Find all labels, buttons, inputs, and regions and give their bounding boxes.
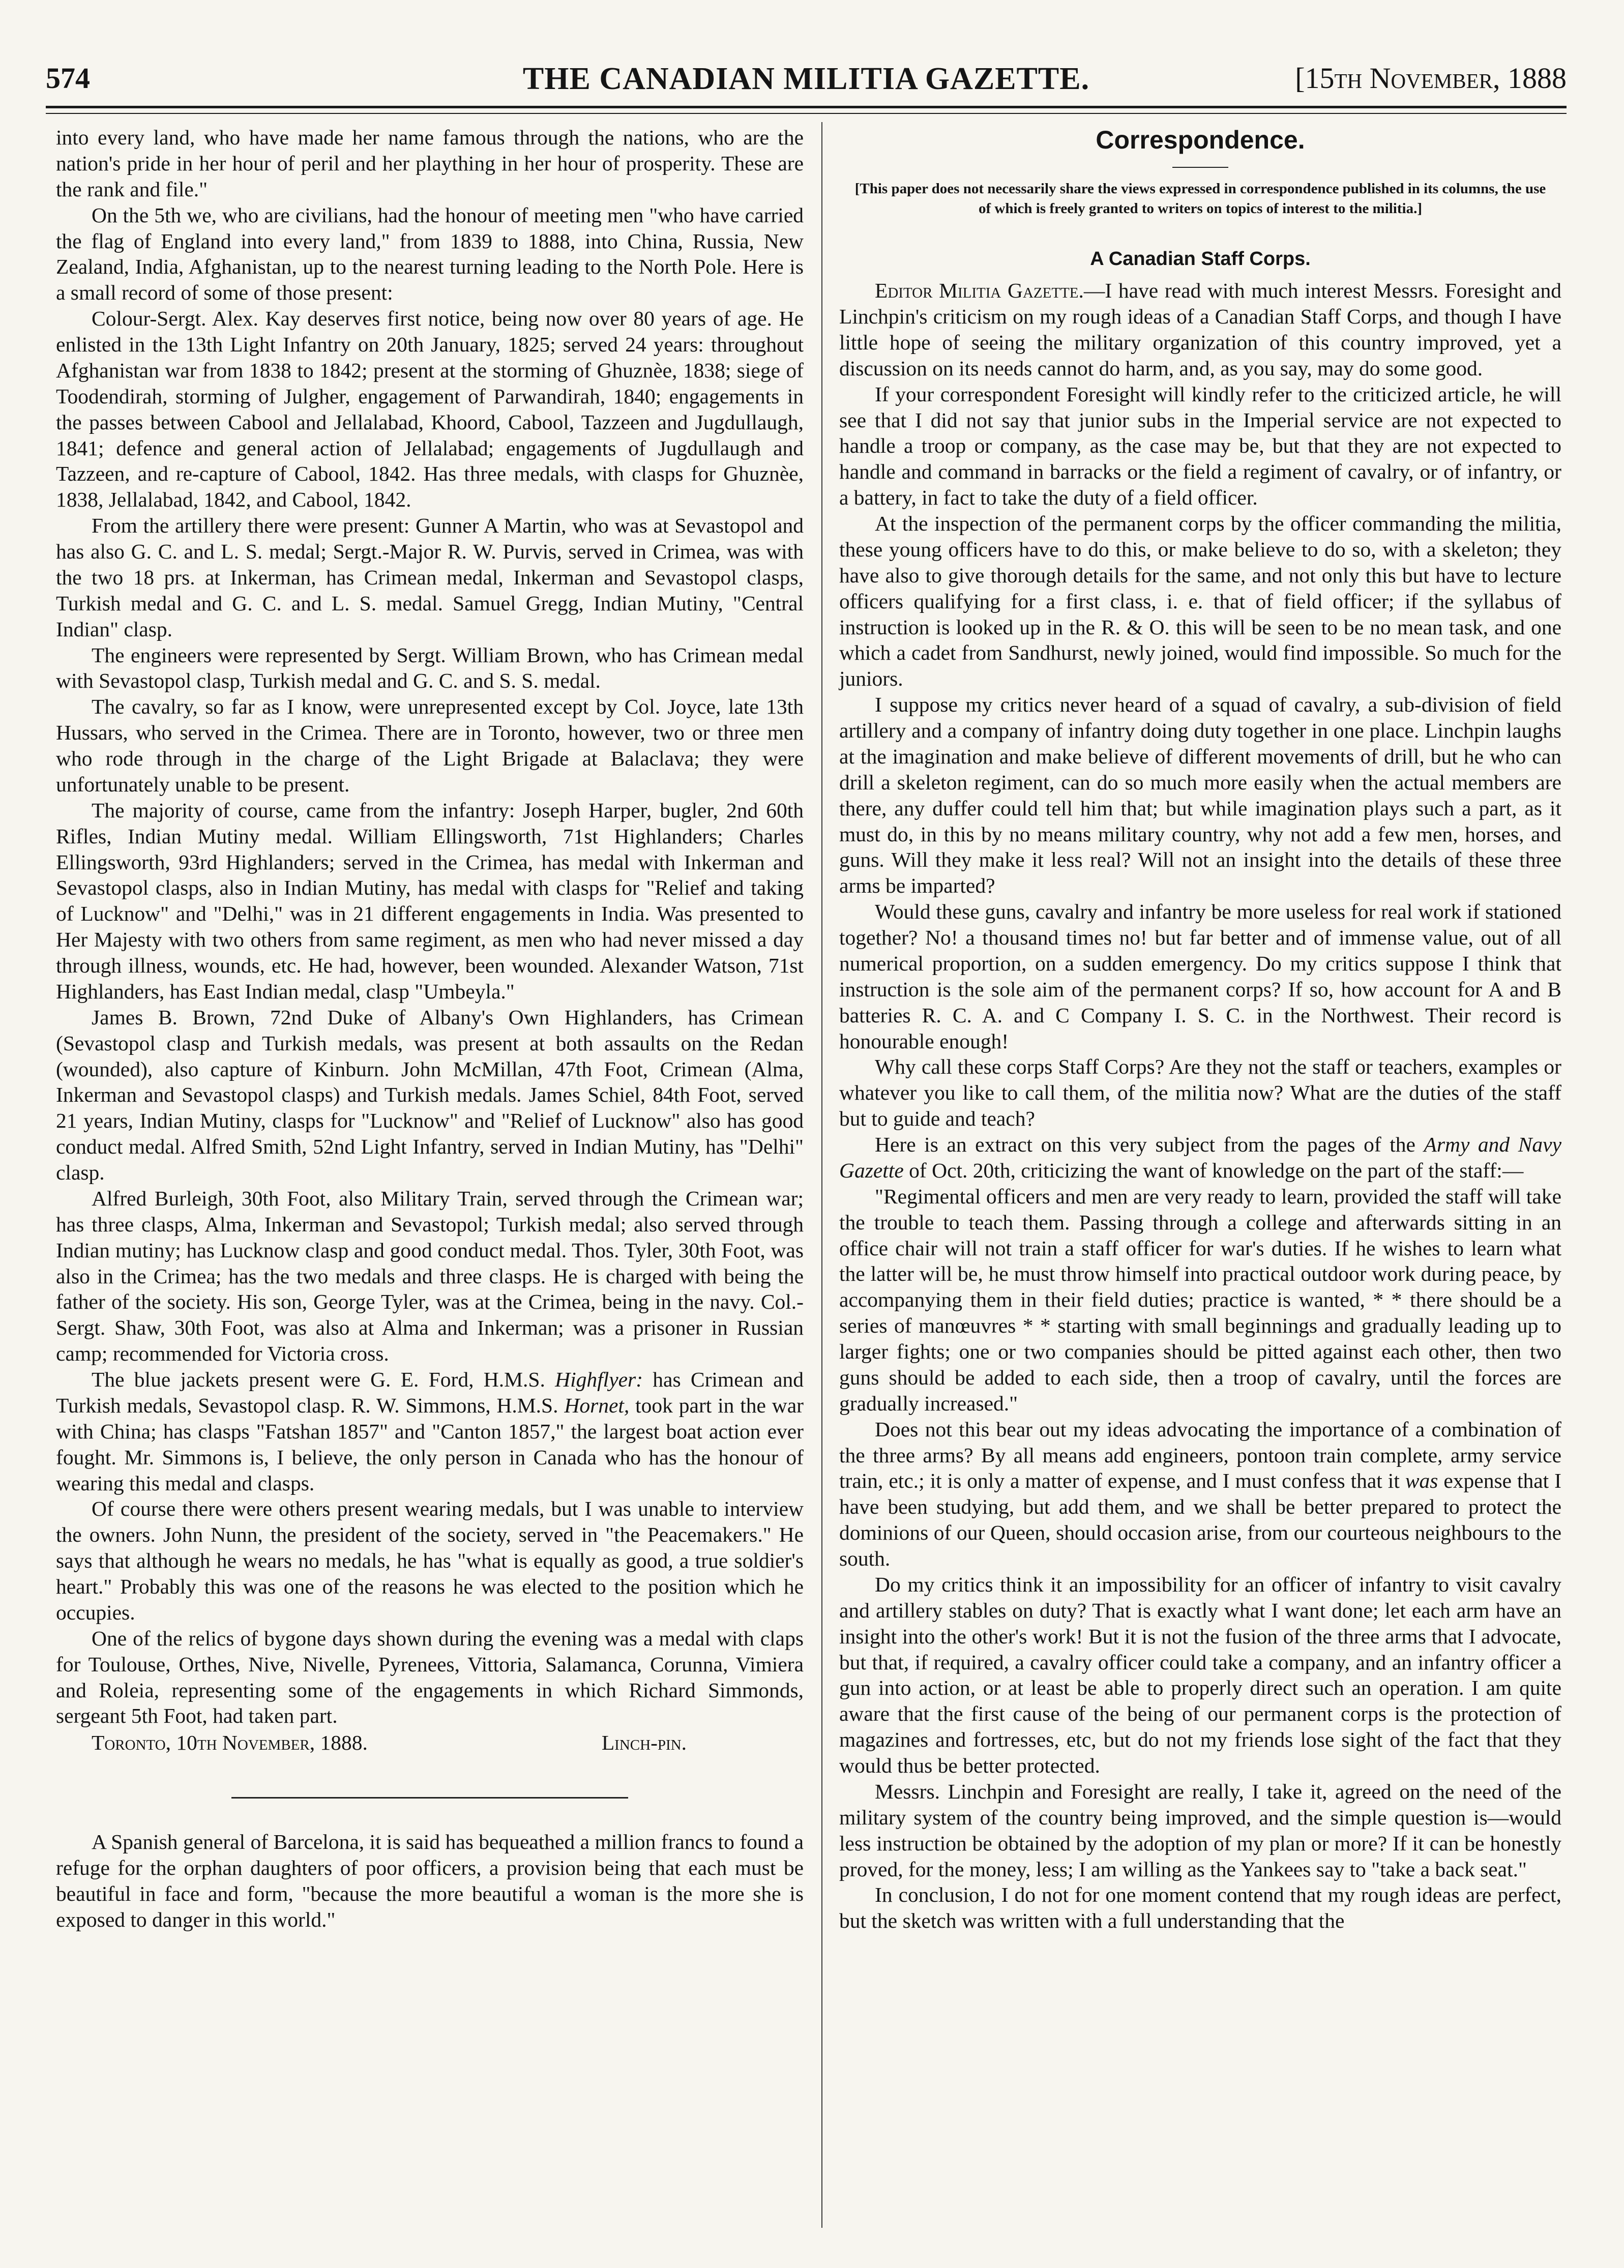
salutation: Editor Militia Gazette. xyxy=(875,279,1084,303)
quotation: "Regimental officers and men are very ready to learn, provided the staff will take the trouble to teach them. Passing through a college and afterwards sitting in an office chair will not train a staff officer for war's duties. If he wishes to learn what the latter will be, he must throw himself into practical outdoor work during peace, by accompanying them in their field duties; practice is wanted, * * there should be a series of manœuvres * * starting with small beginnings and gradually leading up to larger fights; one or two companies should be pitted against each other, then two guns should be added to each side, then a troop of cavalry, until the forces are gradually increased." xyxy=(839,1184,1561,1415)
paragraph: A Spanish general of Barcelona, it is said has bequeathed a million francs to found a refuge for the orphan daughters of poor officers, a provision being that each must be beautiful in face and form, "because the more beautiful a woman is the more she is exposed to danger in this world." xyxy=(56,1830,804,1931)
publication-title: THE CANADIAN MILITIA GAZETTE. xyxy=(522,62,1090,96)
paragraph: Of course there were others present wearing medals, but I was unable to interview the owners. John Nunn, the president of the society, served in "the Peacemakers." He says that although he wears no medals, he has "what is equally as good, a true soldier's heart." Probably this was one of the reasons he was elected to the position which he occupies. xyxy=(56,1497,804,1624)
signoff-signature: Linch-pin. xyxy=(601,1731,687,1755)
right-column xyxy=(839,125,1561,1934)
page-header xyxy=(46,61,1567,102)
paragraph: On the 5th we, who are civilians, had the honour of meeting men "who have carried the flag of England into every land," from 1839 to 1888, into China, Russia, New Zealand, India, Afghanistan, up to the nearest turning leading to the North Pole. Here is a small record of some of those present: xyxy=(56,203,804,305)
page-number: 574 xyxy=(46,62,90,95)
column-divider xyxy=(821,122,822,2228)
paragraph: One of the relics of bygone days shown during the evening was a medal with claps for Toulouse, Orthes, Nive, Nivelle, Pyrenees, Vittoria, Salamanca, Corunna, Vimiera and Roleia, representing some of the engagements in which Richard Simmonds, sergeant 5th Foot, had taken part. xyxy=(56,1626,804,1728)
paragraph xyxy=(839,1132,1561,1184)
signoff-place-date: Toronto, 10th November, 1888. xyxy=(92,1731,368,1755)
paragraph: The majority of course, came from the infantry: Joseph Harper, bugler, 2nd 60th Rifles, Indian Mutiny medal. William Ellingsworth, 71st Highlanders; Charles Ellingsworth, 93rd Highlanders; served in the Crimea, has medal with Inkerman and Sevastopol clasps, also in Indian Mutiny, has medal with clasps for "Relief and taking of Lucknow" and "Delhi," was in 21 different engagements in India. Was presented to Her Majesty with two others from same regiment, as men who had never missed a day through illness, wounds, etc. He had, however, been wounded. Alexander Watson, 71st Highlanders, has East Indian medal, clasp "Umbeyla." xyxy=(56,798,804,1003)
header-rule-thin xyxy=(46,113,1567,114)
paragraph: If your correspondent Foresight will kindly refer to the criticized article, he will see that I did not say that junior subs in the Imperial service are not expected to handle a troop or company, as the case may be, but that they are not expected to handle and command in barracks or the field a regiment of cavalry, or of infantry, or a battery, in fact to take the duty of a field officer. xyxy=(839,382,1561,510)
paragraph: The cavalry, so far as I know, were unrepresented except by Col. Joyce, late 13th Hussars, who served in the Crimea. There are in Toronto, however, two or three men who rode through in the charge of the Light Brigade at Balaclava; they were unfortunately unable to be present. xyxy=(56,695,804,796)
paragraph: The engineers were represented by Sergt. William Brown, who has Crimean medal with Sevastopol clasp, Turkish medal and G. C. and S. S. medal. xyxy=(56,643,804,693)
ship-name: Highflyer: xyxy=(555,1368,643,1391)
text-run: The blue jackets present were G. E. Ford, H.M.S. xyxy=(92,1368,555,1391)
paragraph: Would these guns, cavalry and infantry be more useless for real work if stationed together? No! a thousand times no! but far better and of immense value, out of all numerical proportion, on a sudden emergency. Do my critics suppose I think that instruction is the sole aim of the permanent corps? If so, how account for A and B batteries R. C. A. and C Company I. S. C. in the Northwest. Their record is honourable enough! xyxy=(839,900,1561,1053)
signoff xyxy=(56,1730,804,1756)
paragraph xyxy=(56,1367,804,1496)
paragraph: In conclusion, I do not for one moment contend that my rough ideas are perfect, but the sketch was written with a full understanding that the xyxy=(839,1883,1561,1933)
paragraph: At the inspection of the permanent corps by the officer commanding the militia, these young officers have to do this, or make believe to do so, with a skeleton; they have also to give thorough details for the same, and not only this but have to lecture officers qualifying for a first class, i. e. that of field officer; if the syllabus of instruction is looked up in the R. & O. this will be seen to be no mean task, and one which a cadet from Sandhurst, newly joined, would find impossible. So much for the juniors. xyxy=(839,512,1561,691)
paragraph: Why call these corps Staff Corps? Are they not the staff or teachers, examples or whatever you like to call them, of the militia now? What are the duties of the staff but to guide and teach? xyxy=(839,1055,1561,1131)
text-run: of Oct. 20th, criticizing the want of knowledge on the part of the staff:— xyxy=(903,1158,1524,1182)
paragraph: James B. Brown, 72nd Duke of Albany's Own Highlanders, has Crimean (Sevastopol clasp and Turkish medals, was present at both assaults on the Redan (wounded), also capture of Kinburn. John McMillan, 47th Foot, Crimean (Alma, Inkerman and Sevastopol clasps) and Turkish medals. James Schiel, 84th Foot, served 21 years, Indian Mutiny, clasps for "Lucknow" and "Relief of Lucknow" also has good conduct medal. Alfred Smith, 52nd Light Infantry, served in Indian Mutiny, has "Delhi" clasp. xyxy=(56,1005,804,1184)
paragraph: into every land, who have made her name famous through the nations, who are the nation's pride in her hour of peril and her plaything in her hour of prosperity. These are the rank and file." xyxy=(56,126,804,201)
paragraph xyxy=(839,1417,1561,1572)
paragraph: From the artillery there were present: Gunner A Martin, who was at Sevastopol and has also G. C. and L. S. medal; Sergt.-Major R. W. Purvis, served in Crimea, was with the two 18 prs. at Inkerman, has Crimean medal, Inkerman and Sevastopol clasps, Turkish medal and G. C. and L. S. medal. Samuel Gregg, Indian Mutiny, "Central Indian" clasp. xyxy=(56,514,804,641)
header-rule-thick xyxy=(46,106,1567,108)
text-run: Does not this bear out my ideas advocating the importance of a combination of the three arms? By all means add engineers, pontoon train complete, army service train, etc.; it is only a matter of expense, and I must confess that it xyxy=(839,1417,1561,1493)
paragraph: I suppose my critics never heard of a squad of cavalry, a sub-division of field artillery and a company of infantry doing duty together in one place. Linchpin laughs at the imagination and make believe of different movements of drill, but he who can drill a skeleton regiment, can do so much more easily when the actual members are there, any duffer could tell him that; but while imagination plays such a part, as it must do, in this by no means military country, why not add a few men, horses, and guns. Will they make it less real? Will not an insight into the details of these three arms be imparted? xyxy=(839,693,1561,898)
text-run: has Crimean and Turkish medals, Sevastopol clasp. R. W. Simmons, H.M.S. xyxy=(56,1368,804,1417)
section-rule xyxy=(231,1797,628,1799)
letter-title: A Canadian Staff Corps. xyxy=(1090,248,1311,270)
editorial-note: [This paper does not necessarily share the views expressed in correspondence published in its columns, the use of which is freely granted to writers on topics of interest to the militia.] xyxy=(854,181,1546,217)
paragraph xyxy=(839,278,1561,381)
publication-name: Army and Navy Gazette xyxy=(839,1133,1561,1182)
paragraph: Alfred Burleigh, 30th Foot, also Military Train, served through the Crimean war; has three clasps, Alma, Inkerman and Sevastopol; Turkish medal; also served through Indian mutiny; has Lucknow clasp and good conduct medal. Thos. Tyler, 30th Foot, was also in the Crimea; has the two medals and three clasps. He is charged with being the father of the society. His son, George Tyler, was at the Crimea, being in the navy. Col.-Sergt. Shaw, 30th Foot, was also at Alma and Inkerman; was a prisoner in Russian camp; recommended for Victoria cross. xyxy=(56,1186,804,1366)
paragraph: Messrs. Linchpin and Foresight are really, I take it, agreed on the need of the military system of the country being improved, and the simple question is—would less instruction be obtained by the adoption of my plan or more? If it can be honestly proved, for the money, less; I am willing as the Yankees say to "take a back seat." xyxy=(839,1779,1561,1881)
ship-name: Hornet, xyxy=(564,1393,630,1417)
text-run: expense that I have been studying, but add them, and we shall be better prepared to protect the dominions of our Queen, should occasion arise, from our courteous neighbours to the south. xyxy=(839,1469,1561,1571)
emphasis: was xyxy=(1405,1469,1438,1493)
section-title: Correspondence. xyxy=(1096,126,1305,154)
title-rule xyxy=(1172,167,1228,168)
text-run: Here is an extract on this very subject from the pages of the xyxy=(875,1133,1424,1157)
paragraph: Do my critics think it an impossibility for an officer of infantry to visit cavalry and artillery stables on duty? That is exactly what I want done; let each arm have an insight into the other's work! But it is not the fusion of the three arms that I advocate, but that, if required, a cavalry officer could take a company, and an infantry officer a gun into action, or at least be able to properly direct such an operation. I am quite aware that the first cause of the being of our permanent corps is the protection of magazines and fortresses, etc, but do not my friends lose sight of the fact that they would thus be better protected. xyxy=(839,1572,1561,1778)
text-run: —I have read with much interest Messrs. Foresight and Linchpin's criticism on my rough ideas of a Canadian Staff Corps, and though I have little hope of seeing the military organization of this country improved, yet a discussion on its needs cannot do harm, and, as you say, may do some good. xyxy=(839,279,1561,380)
issue-date: [15th November, 1888 xyxy=(1295,62,1567,95)
left-column xyxy=(56,125,804,1933)
paragraph: Colour-Sergt. Alex. Kay deserves first notice, being now over 80 years of age. He enlisted in the 13th Light Infantry on 20th January, 1825; served 24 years: throughout Afghanistan war from 1838 to 1842; present at the storming of Ghuznèe, 1838; siege of Toodendirah, storming of Julgher, engagement of Parwandirah, 1840; engagements in the passes between Cabool and Jellalabad, Khoord, Cabool, Tazzeen and Jugdullaugh, 1841; defence and general action of Jellalabad; engagements of Jugdullaugh and Tazzeen, and re-capture of Cabool, 1842. Has three medals, with clasps for Ghuznèe, 1838, Jellalabad, 1842, and Cabool, 1842. xyxy=(56,307,804,512)
text-run: took part in the war with China; has clasps "Fatshan 1857" and "Canton 1857," the largest boat action ever fought. Mr. Simmons is, I believe, the only person in Canada who has the honour of wearing this medal and clasps. xyxy=(56,1393,804,1495)
